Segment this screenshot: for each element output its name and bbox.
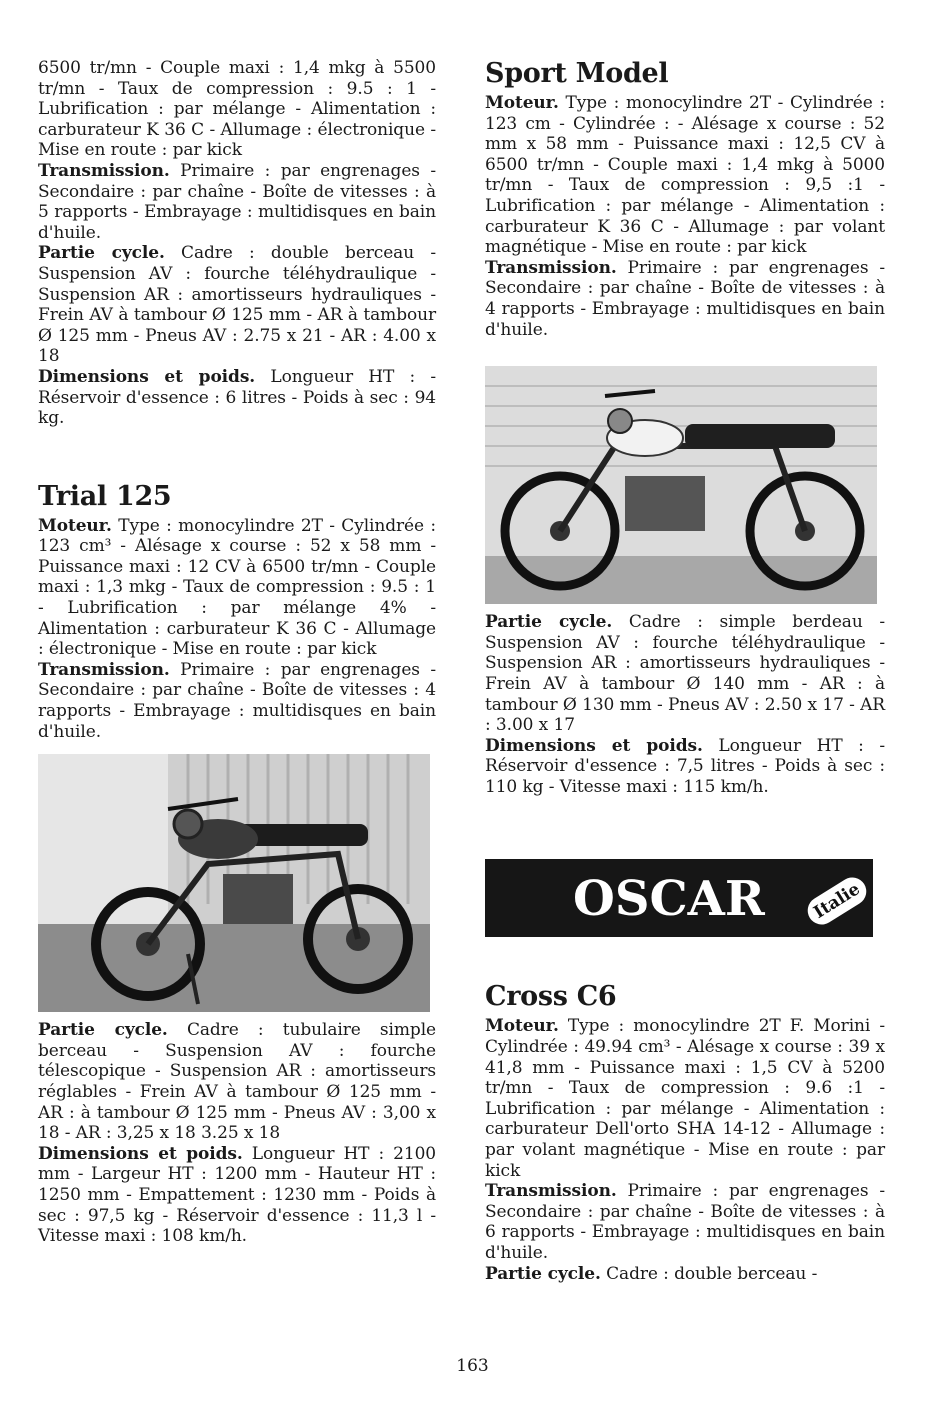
- spec-paragraph: [38, 516, 436, 660]
- previous-model-specs: [38, 58, 436, 429]
- spec-section-label: Dimensions et poids.: [485, 735, 703, 756]
- spec-section-label: Partie cycle.: [485, 612, 613, 633]
- spec-paragraph: [38, 1144, 436, 1247]
- spec-text: 6500 tr/mn - Couple maxi : 1,4 mkg à 5500 tr/mn - Taux de compression : 9.5 : 1 - Lubrification : par mélange - Alimentation : carburateur K 36 C - Allumage : électronique - Mise en route : par kick: [38, 58, 436, 161]
- sport-model-specs-continued: [485, 612, 885, 797]
- trial-125-heading: Trial 125: [38, 480, 172, 512]
- trial-125-photo: [38, 754, 430, 1012]
- spec-paragraph: [485, 258, 885, 340]
- cross-c6-heading: Cross C6: [485, 981, 617, 1013]
- spec-paragraph: [485, 612, 885, 736]
- spec-text: Longueur HT : - Réservoir d'essence : 6 litres - Poids à sec : 94 kg.: [38, 366, 436, 429]
- spec-paragraph: [38, 243, 436, 367]
- spec-section-label: Partie cycle.: [38, 243, 165, 264]
- spec-text: Cadre : double berceau -: [600, 1263, 818, 1284]
- spec-text: Type : monocylindre 2T F. Morini - Cylindrée : 49.94 cm³ - Alésage x course : 39 x 41,8 mm - Puissance maxi : 1,5 CV à 5200 tr/mn - Taux de compression : 9.6 :1 - Lubrification : par mélange - Alimentation : carburateur Dell'orto SHA 14-12 - Allumage : par volant magnétique - Mise en route : par kick: [485, 1016, 885, 1181]
- sport-model-photo: [485, 366, 877, 604]
- oscar-country-label: Italie: [802, 873, 871, 931]
- spec-text: Primaire : par engrenages - Secondaire : par chaîne - Boîte de vitesses : à 6 rapports - Embrayage : multidisques en bain d'huile.: [485, 1181, 885, 1263]
- oscar-brand-banner: [485, 859, 873, 937]
- spec-section-label: Moteur.: [485, 93, 559, 113]
- spec-paragraph: [38, 660, 436, 742]
- spec-paragraph: [38, 1020, 436, 1144]
- spec-section-label: Transmission.: [485, 257, 617, 278]
- trial-125-specs-continued: [38, 1020, 436, 1247]
- spec-paragraph: [485, 736, 885, 798]
- spec-text: Longueur HT : - Réservoir d'essence : 7,5 litres - Poids à sec : 110 kg - Vitesse maxi : 115 km/h.: [485, 735, 886, 797]
- spec-paragraph: [485, 1264, 885, 1285]
- spec-text: Primaire : par engrenages - Secondaire : par chaîne - Boîte de vitesses : à 5 rapports - Embrayage : multidisques en bain d'huile.: [38, 160, 436, 243]
- left-column: [38, 58, 436, 1247]
- spec-paragraph: [38, 58, 436, 161]
- spec-section-label: Dimensions et poids.: [38, 366, 256, 387]
- spec-section-label: Partie cycle.: [485, 1263, 601, 1284]
- spec-text: Primaire : par engrenages - Secondaire : par chaîne - Boîte de vitesses : à 4 rapports - Embrayage : multidisques en bain d'huile.: [485, 257, 885, 340]
- spec-paragraph: [38, 161, 436, 243]
- spec-paragraph: [485, 1016, 885, 1181]
- oscar-brand-name: OSCAR: [573, 871, 765, 928]
- spec-paragraph: [485, 1181, 885, 1263]
- spec-section-label: Moteur.: [38, 515, 112, 536]
- spec-text: Primaire : par engrenages - Secondaire : par chaîne - Boîte de vitesses : 4 rapports - Embrayage : multidisques en bain d'huile.: [38, 659, 436, 742]
- spec-text: Longueur HT : 2100 mm - Largeur HT : 1200 mm - Hauteur HT : 1250 mm - Empattement : 1230 mm - Poids à sec : 97,5 kg - Réservoir d'essence : 11,3 l - Vitesse maxi : 108 km/h.: [38, 1143, 436, 1247]
- spec-text: Cadre : double berceau - Suspension AV : fourche téléhydraulique - Suspension AR : amortisseurs hydrauliques - Frein AV à tambour Ø 125 mm - AR à tambour Ø 125 mm - Pneus AV : 2.75 x 21 - AR : 4.00 x 18: [38, 243, 436, 367]
- sport-model-specs: [485, 93, 885, 340]
- right-column: [485, 58, 885, 1284]
- spec-section-label: Transmission.: [38, 160, 170, 181]
- page-number: 163: [456, 1356, 489, 1376]
- sport-model-heading: Sport Model: [485, 58, 669, 89]
- spec-section-label: Dimensions et poids.: [38, 1143, 243, 1164]
- spec-paragraph: [485, 93, 885, 258]
- cross-c6-specs: [485, 1016, 885, 1284]
- spec-paragraph: [38, 367, 436, 429]
- spec-text: Cadre : simple berdeau - Suspension AV : fourche téléhydraulique - Suspension AR : amortisseurs hydrauliques - Frein AV à tambour Ø 140 mm - AR : à tambour Ø 130 mm - Pneus AV : 2.50 x 17 - AR : 3.00 x 17: [485, 612, 885, 736]
- spec-section-label: Moteur.: [485, 1016, 559, 1037]
- spec-section-label: Transmission.: [38, 659, 170, 680]
- spec-text: Type : monocylindre 2T - Cylindrée : 123 cm - Cylindrée : - Alésage x course : 52 mm x 58 mm - Puissance maxi : 12,5 CV à 6500 tr/mn - Couple maxi : 1,4 mkg à 5000 tr/mn - Taux de compression : 9,5 :1 - Lubrification : par mélange - Alimentation : carburateur K 36 C - Allumage : par volant magnétique - Mise en route : par kick: [485, 93, 885, 258]
- spec-section-label: Partie cycle.: [38, 1020, 168, 1041]
- spec-text: Cadre : tubulaire simple berceau - Suspension AV : fourche télescopique - Suspension AR : amortisseurs réglables - Frein AV à tambour Ø 125 mm - AR : à tambour Ø 125 mm - Pneus AV : 3,00 x 18 - AR : 3,25 x 18 3.25 x 18: [38, 1020, 436, 1144]
- spec-section-label: Transmission.: [485, 1181, 617, 1202]
- spec-text: Type : monocylindre 2T - Cylindrée : 123 cm³ - Alésage x course : 52 x 58 mm - Puissance maxi : 12 CV à 6500 tr/mn - Couple maxi : 1,3 mkg - Taux de compression : 9.5 : 1 - Lubrification : par mélange 4% - Alimentation : carburateur K 36 C - Allumage : électronique - Mise en route : par kick: [38, 515, 436, 660]
- trial-125-specs: [38, 516, 436, 743]
